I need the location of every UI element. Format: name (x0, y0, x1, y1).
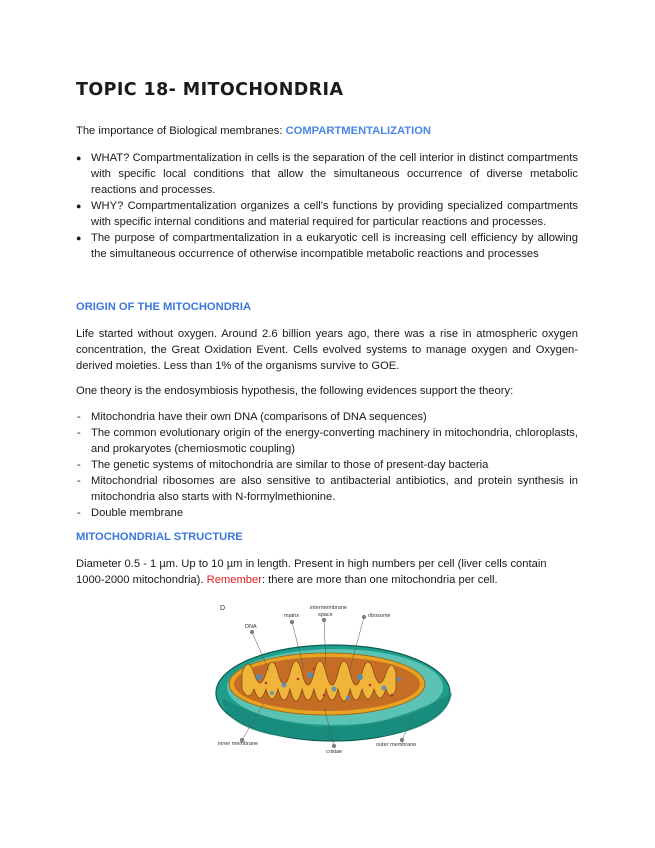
intro-line (76, 123, 578, 139)
structure-heading: MITOCHONDRIAL STRUCTURE (76, 531, 243, 543)
corner-label: D (220, 605, 226, 612)
origin-heading: ORIGIN OF THE MITOCHONDRIA (76, 301, 252, 313)
inner-membrane-label: inner membrane (218, 741, 259, 747)
space-label: space (318, 612, 333, 618)
list-item: - Mitochondria have their own DNA (comparisons of DNA sequences) (76, 409, 578, 425)
matrix-label: matrix (284, 613, 299, 619)
remember-highlight: Remember (206, 574, 262, 586)
mitochondrion-illustration (216, 645, 452, 741)
importance-bullet-list (76, 150, 578, 262)
intro-prefix: The importance of Biological membranes: (76, 125, 286, 137)
structure-paragraph (76, 556, 578, 588)
list-item: - Mitochondrial ribosomes are also sensitive to antibacterial antibiotics, and protein synthesis in mitochondria also starts with N-formylmethionine. (76, 473, 578, 505)
theory-intro: One theory is the endosymbiosis hypothesis, the following evidences support the theory: (76, 385, 514, 397)
mitochondrion-diagram (214, 603, 452, 755)
dna-label: DNA (245, 624, 257, 630)
compartmentalization-highlight: COMPARTMENTALIZATION (285, 125, 431, 137)
list-item: - The common evolutionary origin of the energy-converting machinery in mitochondria, chloroplasts, and prokaryotes (chemiosmotic coupling) (76, 425, 578, 457)
outer-membrane-label: outer membrane (376, 742, 417, 748)
structure-text-end: : there are more than one mitochondria per cell. (261, 574, 498, 586)
structure-text-start: Diameter 0.5 - 1 µm. Up to 10 µm in length. Present in high numbers per cell (liver cells contain 1000-2000 mitochondria). (76, 558, 547, 586)
list-item: ● The purpose of compartmentalization in a eukaryotic cell is increasing cell efficiency by allowing the simultaneous occurrence of otherwise incompatible metabolic reactions and processes (76, 230, 578, 262)
list-item: - Double membrane (76, 505, 578, 521)
cristae-label: cristae (326, 749, 343, 755)
page-title: TOPIC 18- MITOCHONDRIA (76, 80, 344, 100)
list-item: ● WHAT? Compartmentalization in cells is the separation of the cell interior in distinct compartments with specific local conditions that allow the simultaneous occurrence of diverse metabolic reactions and processes. (76, 150, 578, 198)
ribosome-label: ribosome (368, 613, 391, 619)
list-item: - The genetic systems of mitochondria are similar to those of present-day bacteria (76, 457, 578, 473)
list-item: ● WHY? Compartmentalization organizes a cell's functions by providing specialized compartments with specific internal conditions and material required for particular reactions and processes. (76, 198, 578, 230)
intermembrane-label: intermembrane (310, 605, 347, 611)
evidence-list (76, 409, 578, 521)
origin-paragraph: Life started without oxygen. Around 2.6 billion years ago, there was a rise in atmospheric oxygen concentration, the Great Oxidation Event. Cells evolved systems to manage oxygen and Oxygen-derived moieties. Less than 1% of the organisms survive to GOE. (76, 328, 578, 372)
